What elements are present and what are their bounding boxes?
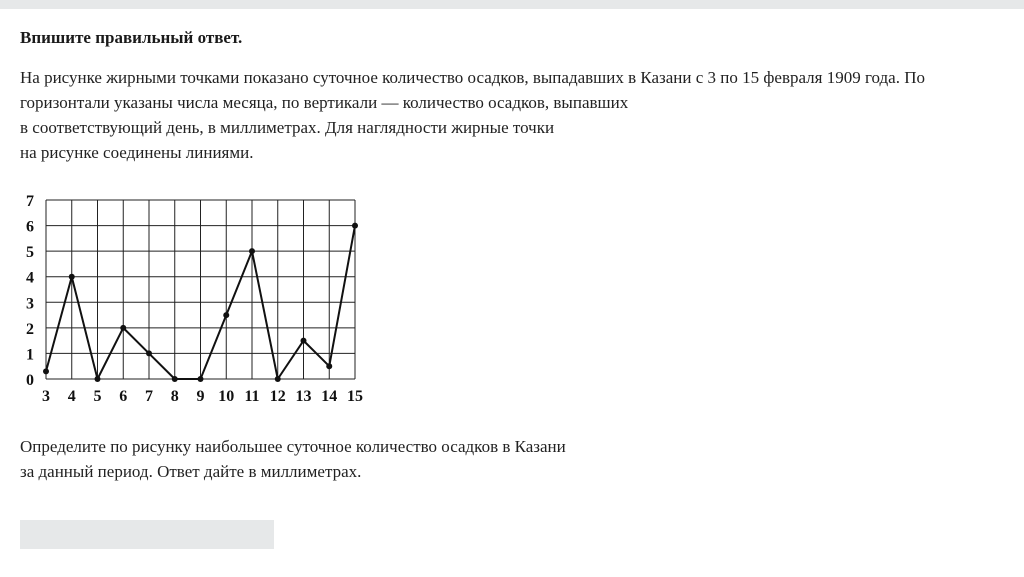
data-point (352, 223, 358, 229)
y-tick-label: 7 (26, 193, 34, 210)
question-line: на рисунке соединены линиями. (20, 143, 254, 162)
data-point (301, 338, 307, 344)
x-tick-label: 15 (347, 388, 363, 405)
data-point (249, 248, 255, 254)
question-line: На рисунке жирными точками показано суточное количество осадков, выпадавших в Казани с 3 по 15 февраля 1909 года. По (20, 68, 926, 87)
instruction-heading: Впишите правильный ответ. (20, 28, 243, 47)
y-tick-label: 2 (26, 320, 34, 338)
y-tick-label: 5 (26, 244, 34, 262)
x-tick-label: 8 (170, 388, 179, 405)
answer-input[interactable] (20, 520, 274, 549)
precipitation-chart (0, 185, 400, 415)
x-tick-label: 13 (295, 388, 312, 405)
data-point (95, 376, 101, 382)
task-line: Определите по рисунку наибольшее суточное количество осадков в Казани (20, 437, 566, 456)
data-point (198, 376, 204, 382)
question-line: горизонтали указаны числа месяца, по вертикали — количество осадков, выпавших (20, 93, 629, 112)
x-tick-label: 3 (42, 388, 50, 405)
data-point (120, 325, 126, 331)
x-tick-label: 9 (196, 388, 205, 405)
y-tick-label: 6 (26, 218, 34, 236)
x-tick-label: 10 (218, 388, 235, 405)
x-tick-label: 5 (93, 388, 102, 405)
x-tick-label: 14 (321, 388, 338, 405)
task-text (20, 434, 720, 484)
x-tick-label: 6 (119, 388, 128, 405)
data-point (326, 363, 332, 369)
x-tick-label: 11 (244, 388, 260, 405)
x-tick-label: 4 (67, 388, 76, 405)
y-tick-label: 3 (26, 295, 34, 313)
data-point (275, 376, 281, 382)
y-tick-label: 4 (26, 269, 34, 287)
question-line: в соответствующий день, в миллиметрах. Для наглядности жирные точки (20, 118, 555, 137)
chart-svg (0, 185, 400, 415)
top-bar (0, 0, 1024, 9)
x-axis-ticks (42, 388, 363, 405)
data-point (172, 376, 178, 382)
task-line: за данный период. Ответ дайте в миллиметрах. (20, 462, 362, 481)
chart-grid (46, 200, 355, 379)
x-tick-label: 12 (269, 388, 286, 405)
data-point (69, 274, 75, 280)
x-tick-label: 7 (145, 388, 153, 405)
y-tick-label: 0 (26, 372, 34, 389)
data-point (43, 368, 49, 374)
data-point (146, 350, 152, 356)
y-axis-ticks (26, 193, 34, 389)
y-tick-label: 1 (26, 346, 34, 364)
question-text (20, 65, 1010, 165)
data-point (223, 312, 229, 318)
